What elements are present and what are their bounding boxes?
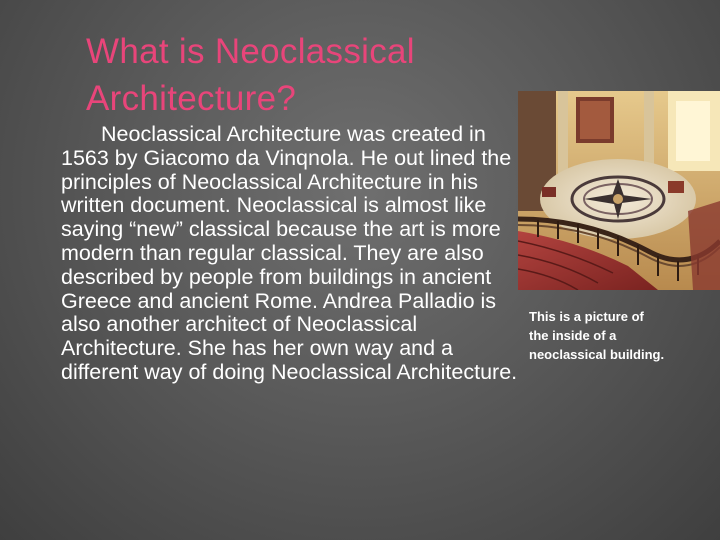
neoclassical-interior-photo (518, 91, 720, 290)
body-paragraph: Neoclassical Architecture was created in 1563 by Giacomo da Vinqnola. He out lined the principles of Neoclassical Architecture in his written document. Neoclassical is almost like saying “new” classical because the art is more modern than regular classical. They are also described by people from buildings in ancient Greece and ancient Rome. Andrea Palladio is also another architect of Neoclassical Architecture. She has her own way and a different way of doing Neoclassical Architecture. (61, 122, 518, 384)
title-line-1: What is Neoclassical (86, 32, 415, 71)
title-line-2: Architecture? (86, 79, 297, 118)
photo-caption (529, 307, 714, 364)
caption-line-3: neoclassical building. (529, 347, 665, 362)
caption-line-2: the inside of a (529, 328, 617, 343)
photo-illustration (518, 91, 720, 290)
slide-title (86, 28, 506, 122)
caption-line-1: This is a picture of (529, 309, 644, 324)
